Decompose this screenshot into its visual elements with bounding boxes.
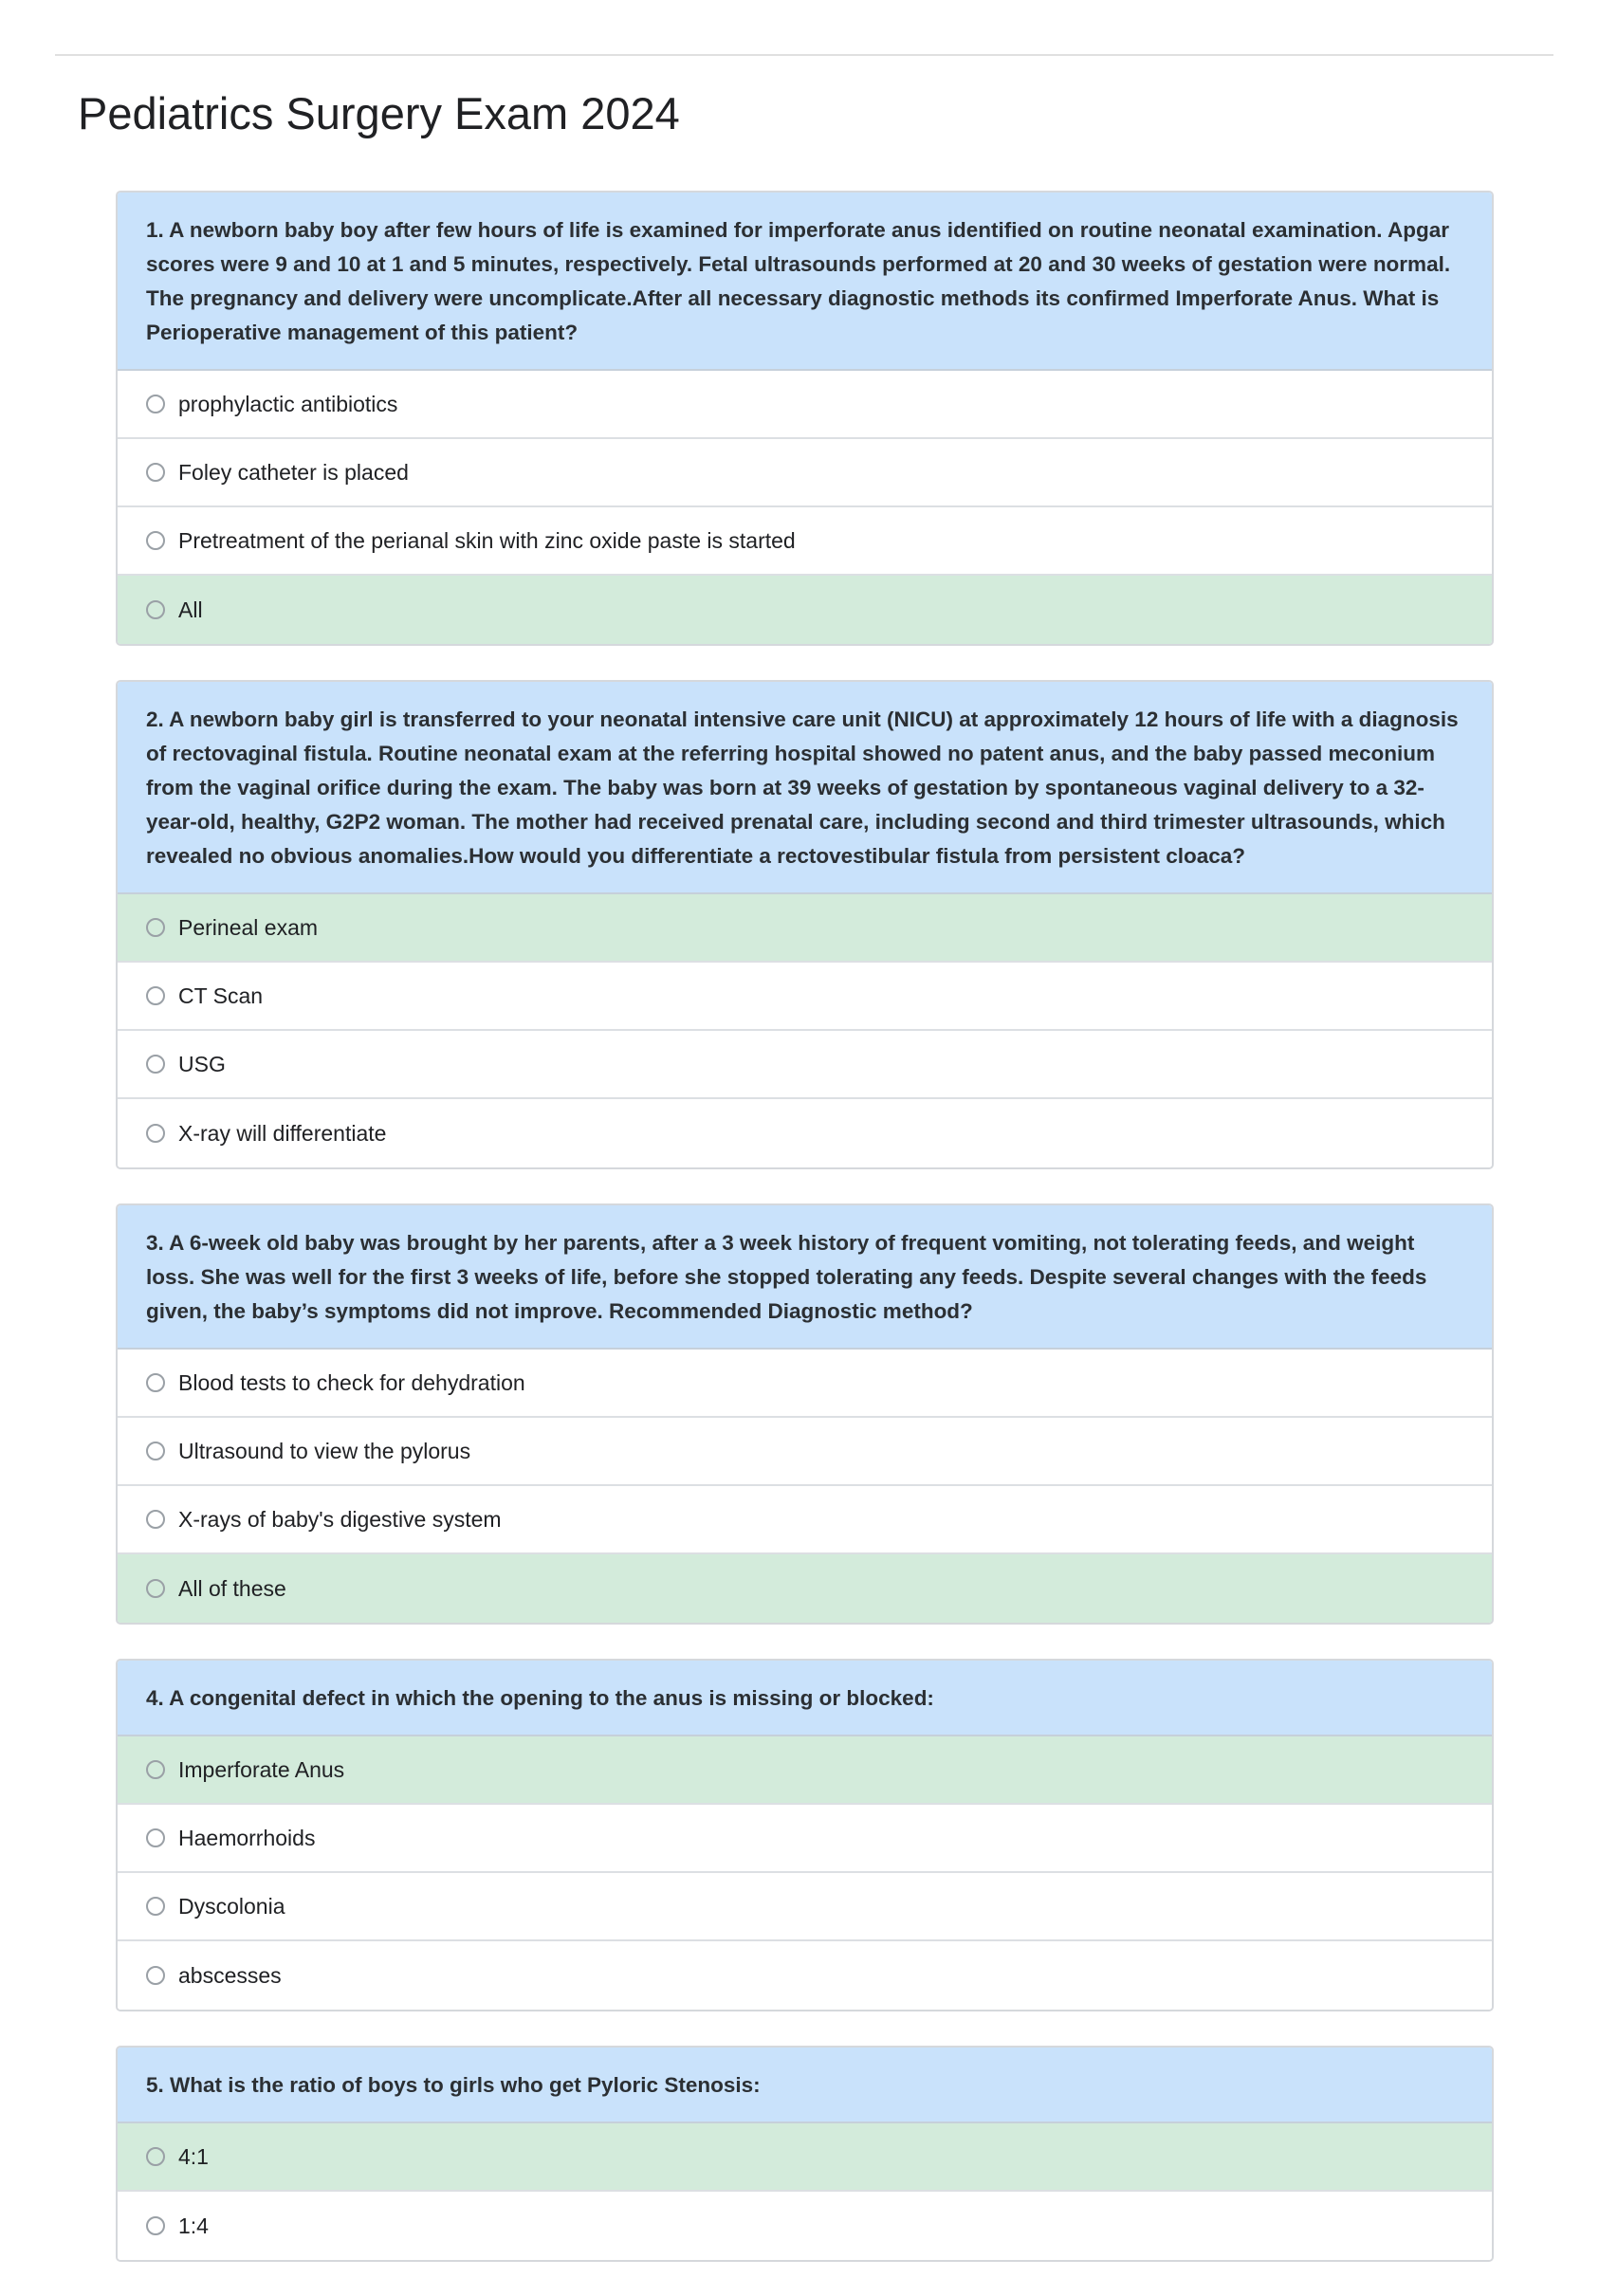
answer-option[interactable] (118, 439, 1492, 507)
question-text: 1. A newborn baby boy after few hours of life is examined for imperforate anus identified on routine neonatal examination. Apgar scores were 9 and 10 at 1 and 5 minutes, respectively. Fetal ultrasounds performed at 20 and 30 weeks of gestation were normal. The pregnancy and delivery were uncomplicate.After all necessary diagnostic methods its confirmed Imperforate Anus. What is Perioperative management of this patient? (118, 193, 1492, 371)
question-card-5 (116, 2046, 1494, 2262)
question-text: 2. A newborn baby girl is transferred to your neonatal intensive care unit (NICU) at approximately 12 hours of life with a diagnosis of rectovaginal fistula. Routine neonatal exam at the referring hospital showed no patent anus, and the baby passed meconium from the vaginal orifice during the exam. The baby was born at 39 weeks of gestation by spontaneous vaginal delivery to a 32-year-old, healthy, G2P2 woman. The mother had received prenatal care, including second and third trimester ultrasounds, which revealed no obvious anomalies.How would you differentiate a rectovestibular fistula from persistent cloaca? (118, 682, 1492, 894)
answer-option-correct[interactable] (118, 1554, 1492, 1623)
radio-button-icon[interactable] (146, 1373, 165, 1392)
question-card-3 (116, 1203, 1494, 1625)
answer-label: prophylactic antibiotics (178, 391, 398, 416)
radio-button-icon[interactable] (146, 2216, 165, 2235)
question-card-1 (116, 191, 1494, 646)
answer-option[interactable] (118, 1418, 1492, 1486)
radio-button-icon[interactable] (146, 1442, 165, 1460)
answer-label: abscesses (178, 1962, 282, 1988)
radio-button-icon[interactable] (146, 2147, 165, 2166)
question-card-2 (116, 680, 1494, 1169)
answer-label: All (178, 597, 203, 622)
answer-option-correct[interactable] (118, 894, 1492, 963)
answer-label: Foley catheter is placed (178, 459, 409, 485)
answer-option[interactable] (118, 1099, 1492, 1167)
radio-button-icon[interactable] (146, 1966, 165, 1985)
answer-label: Haemorrhoids (178, 1825, 316, 1850)
answer-label: Pretreatment of the perianal skin with zinc oxide paste is started (178, 527, 796, 553)
question-text: 4. A congenital defect in which the opening to the anus is missing or blocked: (118, 1661, 1492, 1736)
page-title: Pediatrics Surgery Exam 2024 (78, 88, 680, 138)
answer-label: Dyscolonia (178, 1893, 285, 1919)
question-text: 3. A 6-week old baby was brought by her parents, after a 3 week history of frequent vomiting, not tolerating feeds, and weight loss. She was well for the first 3 weeks of life, before she stopped tolerating any feeds. Despite several changes with the feeds given, the baby’s symptoms did not improve. Recommended Diagnostic method? (118, 1205, 1492, 1350)
radio-button-icon[interactable] (146, 600, 165, 619)
radio-button-icon[interactable] (146, 531, 165, 550)
radio-button-icon[interactable] (146, 1124, 165, 1143)
radio-button-icon[interactable] (146, 918, 165, 937)
answer-option-correct[interactable] (118, 2123, 1492, 2192)
answer-option[interactable] (118, 371, 1492, 439)
answer-option[interactable] (118, 1031, 1492, 1099)
answer-label: X-ray will differentiate (178, 1120, 387, 1146)
question-text: 5. What is the ratio of boys to girls who get Pyloric Stenosis: (118, 2048, 1492, 2123)
answer-option[interactable] (118, 1486, 1492, 1554)
answer-option[interactable] (118, 1350, 1492, 1418)
radio-button-icon[interactable] (146, 1055, 165, 1074)
radio-button-icon[interactable] (146, 463, 165, 482)
answer-label: All of these (178, 1575, 286, 1601)
answer-label: Ultrasound to view the pylorus (178, 1438, 471, 1463)
answer-label: USG (178, 1051, 226, 1076)
answer-option-correct[interactable] (118, 576, 1492, 644)
answer-option[interactable] (118, 2192, 1492, 2260)
answer-option[interactable] (118, 1873, 1492, 1941)
radio-button-icon[interactable] (146, 1579, 165, 1598)
answer-option[interactable] (118, 1941, 1492, 2010)
radio-button-icon[interactable] (146, 986, 165, 1005)
top-divider (55, 54, 1553, 56)
answer-label: 4:1 (178, 2143, 209, 2169)
answer-label: X-rays of baby's digestive system (178, 1506, 502, 1532)
answer-label: Imperforate Anus (178, 1756, 345, 1782)
radio-button-icon[interactable] (146, 395, 165, 413)
radio-button-icon[interactable] (146, 1760, 165, 1779)
radio-button-icon[interactable] (146, 1510, 165, 1529)
answer-option[interactable] (118, 1805, 1492, 1873)
answer-option[interactable] (118, 963, 1492, 1031)
answer-option-correct[interactable] (118, 1736, 1492, 1805)
question-card-4 (116, 1659, 1494, 2011)
radio-button-icon[interactable] (146, 1828, 165, 1847)
radio-button-icon[interactable] (146, 1897, 165, 1916)
answer-label: Blood tests to check for dehydration (178, 1369, 525, 1395)
answer-label: Perineal exam (178, 914, 319, 940)
answer-option[interactable] (118, 507, 1492, 576)
answer-label: CT Scan (178, 983, 264, 1008)
question-list (116, 191, 1494, 2296)
answer-label: 1:4 (178, 2213, 209, 2238)
